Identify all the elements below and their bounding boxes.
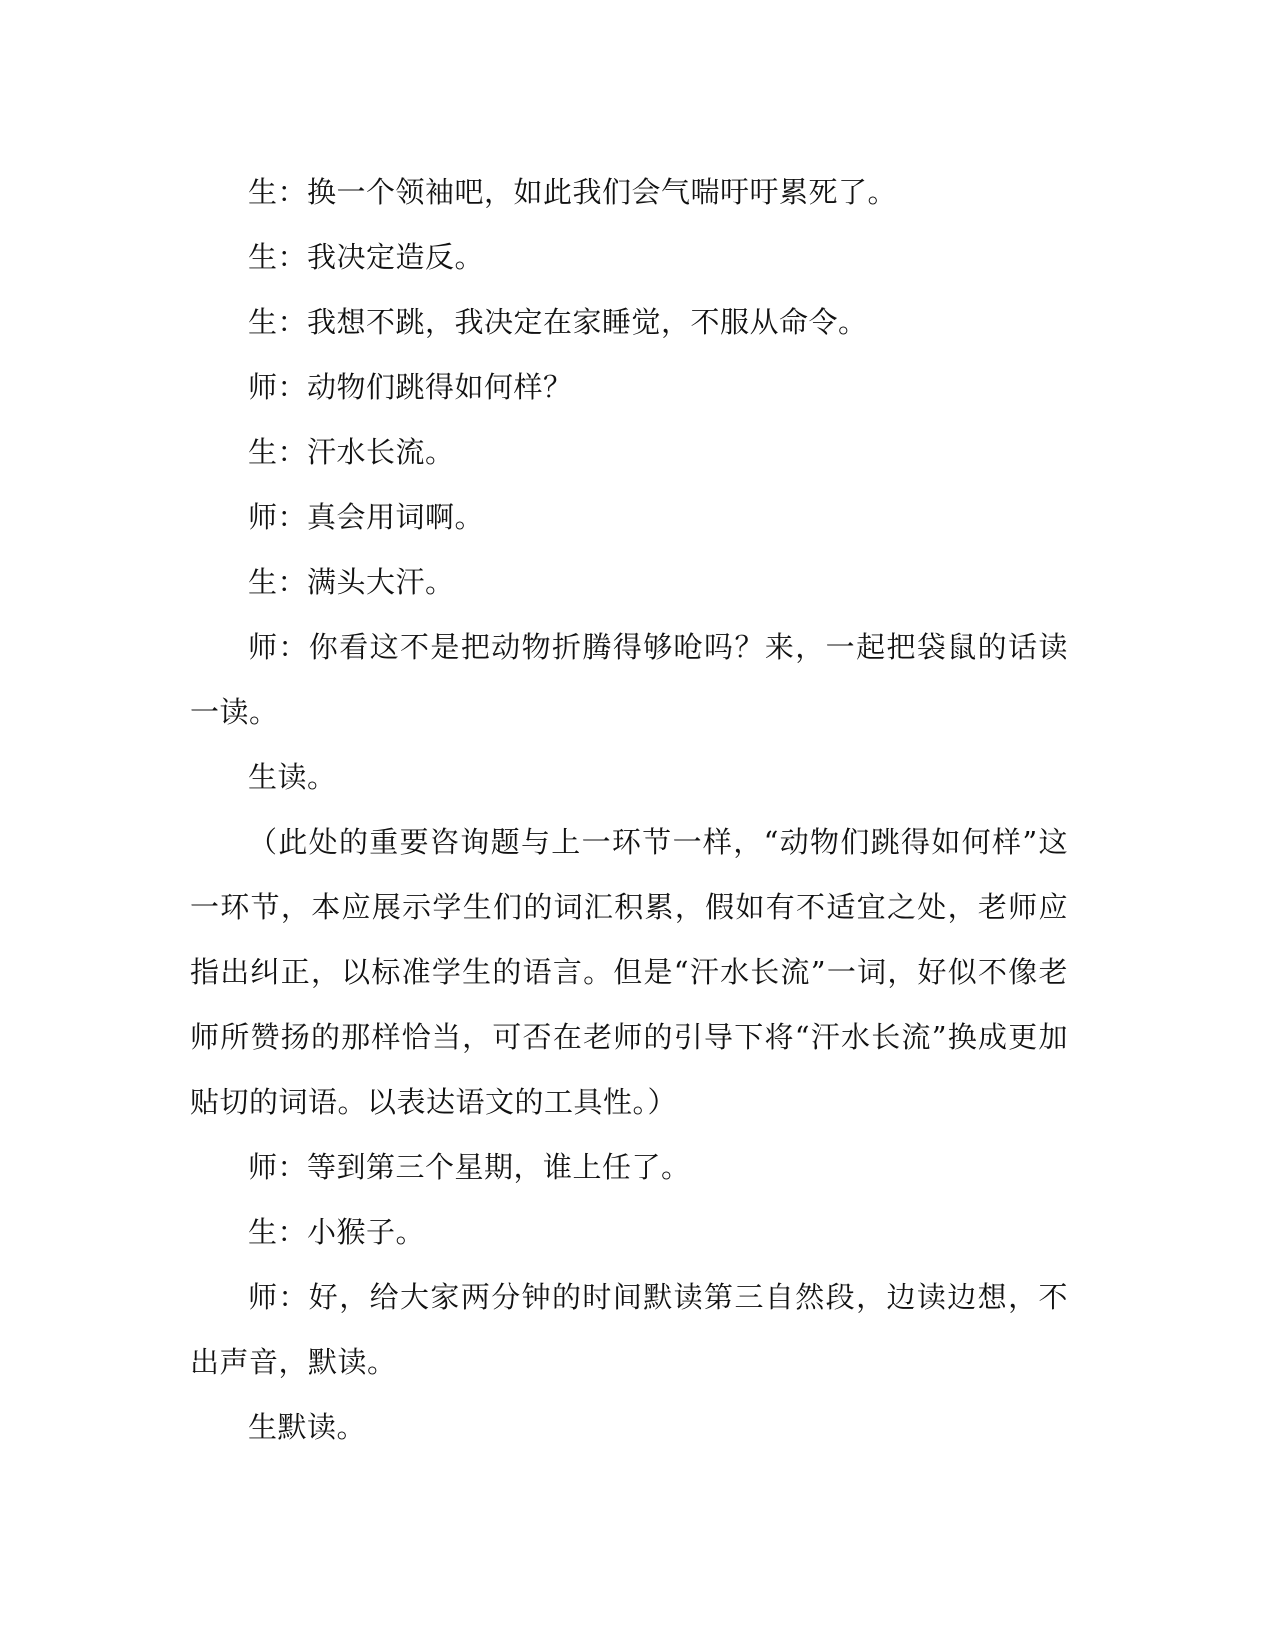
dialogue-paragraph: 生：满头大汗。 — [248, 565, 455, 599]
dialogue-paragraph: 生：我想不跳，我决定在家睡觉，不服从命令。 — [248, 305, 868, 339]
dialogue-paragraph: 师：等到第三个星期，谁上任了。 — [248, 1150, 691, 1184]
dialogue-paragraph: 师：你看这不是把动物折腾得够呛吗？来，一起把袋鼠的话读一读。 — [190, 630, 1068, 729]
dialogue-paragraph: 师：真会用词啊。 — [248, 500, 485, 534]
dialogue-paragraph: 生读。 — [248, 760, 337, 794]
dialogue-paragraph: 师：动物们跳得如何样？ — [248, 370, 573, 404]
dialogue-paragraph: 师：好，给大家两分钟的时间默读第三自然段，边读边想，不出声音，默读。 — [190, 1280, 1068, 1379]
dialogue-paragraph: 生：我决定造反。 — [248, 240, 485, 274]
document-body — [190, 160, 1068, 1460]
dialogue-paragraph: 生：换一个领袖吧，如此我们会气喘吁吁累死了。 — [248, 175, 898, 209]
dialogue-paragraph: 生：汗水长流。 — [248, 435, 455, 469]
dialogue-paragraph: 生默读。 — [248, 1410, 367, 1444]
dialogue-paragraph: 生：小猴子。 — [248, 1215, 426, 1249]
commentary-paragraph: （此处的重要咨询题与上一环节一样，“动物们跳得如何样”这一环节，本应展示学生们的词汇积累，假如有不适宜之处，老师应指出纠正，以标准学生的语言。但是“汗水长流”一词，好似不像老师所赞扬的那样恰当，可否在老师的引导下将“汗水长流”换成更加贴切的词语。以表达语文的工具性。） — [190, 825, 1068, 1119]
